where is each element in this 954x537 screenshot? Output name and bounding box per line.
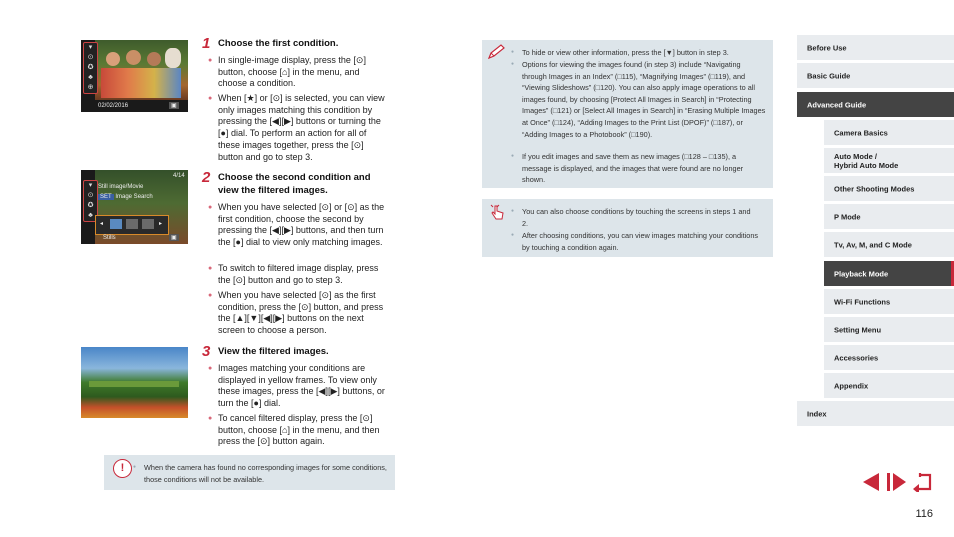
back-button[interactable]: [911, 472, 935, 492]
nav-p-mode[interactable]: P Mode: [824, 204, 954, 229]
nav-advanced-guide[interactable]: Advanced Guide: [797, 92, 954, 117]
next-page-button[interactable]: [886, 472, 908, 492]
step-2-title-line-2: view the filtered images.: [218, 185, 328, 196]
menu-still-movie: Still image/Movie: [98, 184, 144, 190]
touch-icon: [487, 203, 507, 221]
menu-image-search: SET Image Search: [100, 194, 153, 200]
nav-setting-menu[interactable]: Setting Menu: [824, 317, 954, 342]
touch-note-item-1: ● You can also choose conditions by touching the screens in steps 1 and 2.: [522, 206, 752, 229]
step-3-bullet-2: ● To cancel filtered display, press the [⊙] button, choose [⌂] in the menu, and then press the [⊙] button again.: [218, 413, 390, 448]
nav-playback-mode[interactable]: Playback Mode: [824, 261, 954, 286]
screen-thumbnail-3: [81, 347, 188, 418]
nav-appendix[interactable]: Appendix: [824, 373, 954, 398]
step-3-title: View the filtered images.: [218, 346, 329, 357]
condition-menu-strip: ▾ ⊙ ✪ ♣ ⊕: [83, 42, 98, 94]
nav-accessories[interactable]: Accessories: [824, 345, 954, 370]
step-number-1: 1: [202, 35, 211, 52]
warning-note-text: ● When the camera has found no corresponding images for some conditions, those conditions will not be available.: [144, 462, 389, 485]
pencil-note-box: [482, 40, 773, 188]
screen-thumbnail-1: [81, 40, 188, 112]
touch-note-item-2: ● After choosing conditions, you can view images matching your conditions by touching a condition again.: [522, 230, 762, 253]
screen-thumbnail-2: [81, 170, 188, 244]
nav-wifi-functions[interactable]: Wi-Fi Functions: [824, 289, 954, 314]
condition-selector: ◂ ▸: [95, 215, 169, 235]
step-2-bullet-1: ● When you have selected [⊙] or [⊙] as the first condition, choose the second by pressing the [◀][▶] buttons, and then turn the [●] dial to view only matching images.: [218, 202, 390, 249]
step-2-bullet-3: ● When you have selected [⊙] as the first condition, press the [⊙] button, and press the [▲][▼][◀][▶] buttons on the next screen to choose a person.: [218, 290, 390, 337]
pencil-icon: [487, 44, 507, 60]
warning-note-box: [104, 455, 395, 490]
pencil-note-item-2: ● Options for viewing the images found (in step 3) include “Navigating through Images in an Index” (□115), “Magnifying Images” (□119), and “Viewing Slideshows” (□120). You can also apply image operations to all images found, by choosing [Protect All Images in Search] in “Protecting Images” (□121) or [Select All Images in Search] in “Erasing Multiple Images at Once” (□124), “Adding Images to the Print List (DPOF)” (□187), or “Adding Images to a Photobook” (□190).: [522, 59, 767, 140]
touch-note-box: [482, 199, 773, 257]
nav-before-use[interactable]: Before Use: [797, 35, 954, 60]
step-2-bullet-2: ● To switch to filtered image display, press the [⊙] button and go to step 3.: [218, 263, 390, 286]
pencil-note-item-1: ● To hide or view other information, press the [▼] button in step 3.: [522, 47, 767, 59]
prev-page-button[interactable]: [861, 472, 883, 492]
pencil-note-item-3: ● If you edit images and save them as new images (□128 – □135), a message is displayed, and the images that were found are no longer shown.: [522, 151, 748, 186]
nav-auto-mode[interactable]: Auto Mode / Hybrid Auto Mode: [824, 148, 954, 173]
nav-camera-basics[interactable]: Camera Basics: [824, 120, 954, 145]
set-badge: ▣: [171, 103, 177, 109]
thumb-counter: 4/14: [173, 173, 185, 179]
set-badge-2: ▣: [171, 235, 177, 241]
step-1-title: Choose the first condition.: [218, 38, 339, 49]
return-icon: [911, 472, 935, 492]
step-number-3: 3: [202, 343, 211, 360]
step-1-bullet-1: ● In single-image display, press the [⊙] button, choose [⌂] in the menu, and choose a condition.: [218, 55, 390, 90]
step-number-2: 2: [202, 169, 211, 186]
nav-basic-guide[interactable]: Basic Guide: [797, 63, 954, 88]
step-2-title-line-1: Choose the second condition and: [218, 172, 371, 183]
warning-icon: !: [113, 459, 132, 478]
thumb-stills: Stills: [103, 235, 116, 241]
nav-other-shooting-modes[interactable]: Other Shooting Modes: [824, 176, 954, 201]
nav-index[interactable]: Index: [797, 401, 954, 426]
step-1-bullet-2: ● When [★] or [⊙] is selected, you can view only images matching this condition by pressing the [◀][▶] buttons or turning the [●] dial. To perform an action for all of these images together, press the [⊙] button and go to step 3.: [218, 93, 390, 163]
step-3-bullet-1: ● Images matching your conditions are displayed in yellow frames. To view only these images, press the [◀][▶] buttons, or turn the [●] dial.: [218, 363, 390, 410]
arrow-left-icon: [861, 472, 883, 492]
arrow-right-icon: [886, 472, 908, 492]
nav-tv-av-m-c-mode[interactable]: Tv, Av, M, and C Mode: [824, 232, 954, 257]
condition-menu-strip-2: ▾ ⊙ ✪ ♣: [83, 180, 98, 222]
thumb-date: 02/02/2016: [98, 103, 129, 109]
page-number: 116: [915, 508, 933, 520]
